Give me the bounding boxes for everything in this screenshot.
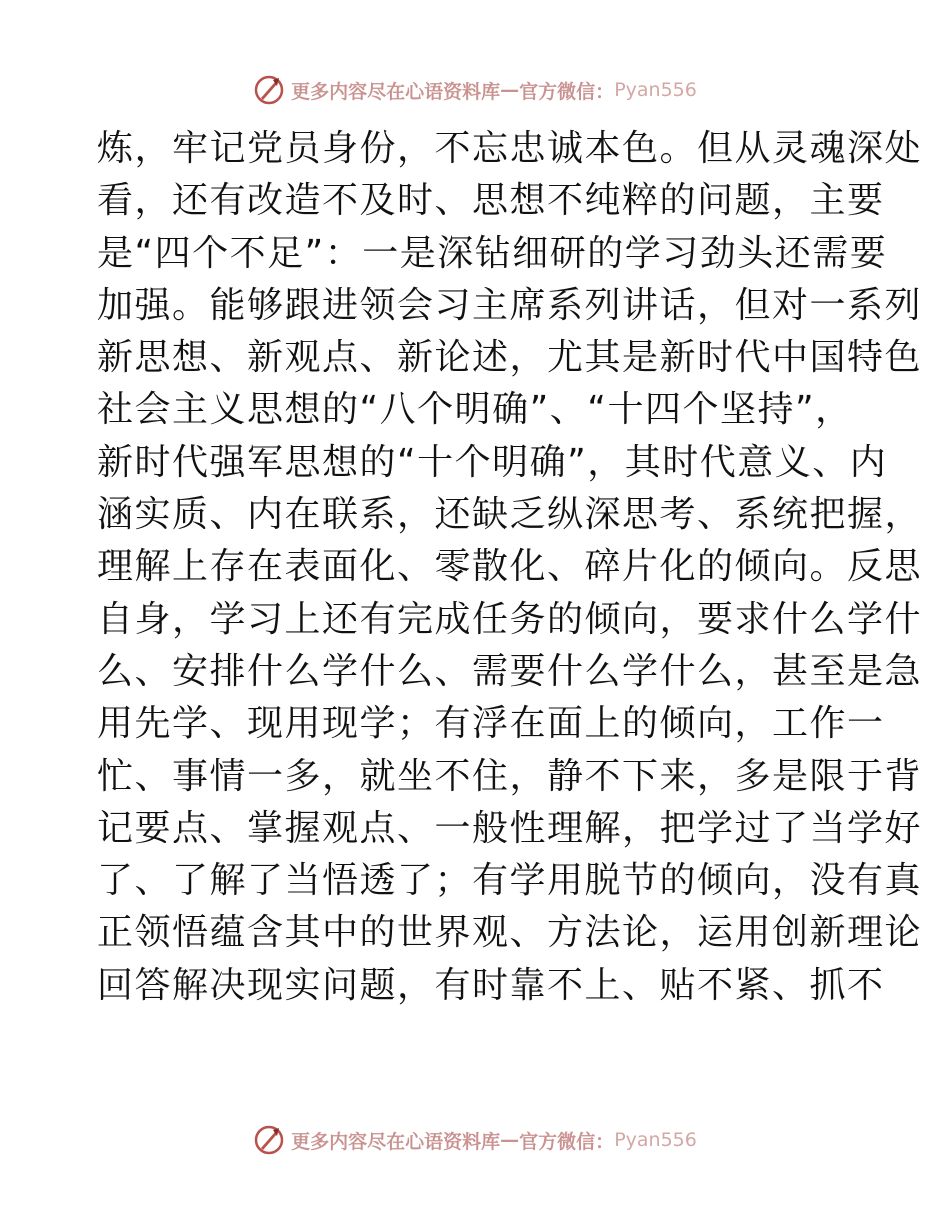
text-line: 社会主义思想的“八个明确”、“十四个坚持”， <box>97 389 853 431</box>
text-line: 炼，牢记党员身份，不忘忠诚本色。但从灵魂深处 <box>97 128 923 169</box>
text-line: 正领悟蕴含其中的世界观、方法论，运用创新理论 <box>97 912 923 954</box>
footer-watermark <box>0 1122 950 1158</box>
text-line: 用先学、现用现学；有浮在面上的倾向，工作一 <box>97 703 885 745</box>
quill-logo-icon <box>253 74 285 106</box>
watermark-main-text: 更多内容尽在心语资料库 <box>291 1130 501 1153</box>
text-line: 涵实质、内在联系，还缺乏纵深思考、系统把握， <box>97 494 923 536</box>
header-watermark <box>0 72 950 108</box>
watermark-dash: — <box>500 79 520 101</box>
text-line: 记要点、掌握观点、一般性理解，把学过了当学好 <box>97 807 923 849</box>
watermark-wechat-id: Pyan556 <box>614 79 697 101</box>
text-line: 新时代强军思想的“十个明确”，其时代意义、内 <box>97 441 888 483</box>
watermark-wechat-label: 官方微信： <box>519 1130 615 1153</box>
text-line: 新思想、新观点、新论述，尤其是新时代中国特色 <box>97 337 923 379</box>
text-line: 么、安排什么学什么、需要什么学什么，甚至是急 <box>97 650 923 692</box>
text-line: 自身，学习上还有完成任务的倾向，要求什么学什 <box>97 598 923 640</box>
text-line: 忙、事情一多，就坐不住，静不下来，多是限于背 <box>97 755 923 797</box>
text-line: 加强。能够跟进领会习主席系列讲话，但对一系列 <box>97 284 923 326</box>
text-line: 回答解决现实问题，有时靠不上、贴不紧、抓不 <box>97 964 885 1006</box>
text-line: 看，还有改造不及时、思想不纯粹的问题，主要 <box>97 180 885 222</box>
text-line: 了、了解了当悟透了；有学用脱节的倾向，没有真 <box>97 860 923 902</box>
document-body <box>97 123 923 1012</box>
watermark-wechat-id: Pyan556 <box>614 1129 697 1151</box>
text-line: 是“四个不足”：一是深钻细研的学习劲头还需要 <box>97 232 888 274</box>
watermark-dash: — <box>500 1129 520 1151</box>
text-line: 理解上存在表面化、零散化、碎片化的倾向。反思 <box>97 546 923 588</box>
watermark-wechat-label: 官方微信： <box>519 80 615 103</box>
quill-logo-icon <box>253 1124 285 1156</box>
watermark-main-text: 更多内容尽在心语资料库 <box>291 80 501 103</box>
